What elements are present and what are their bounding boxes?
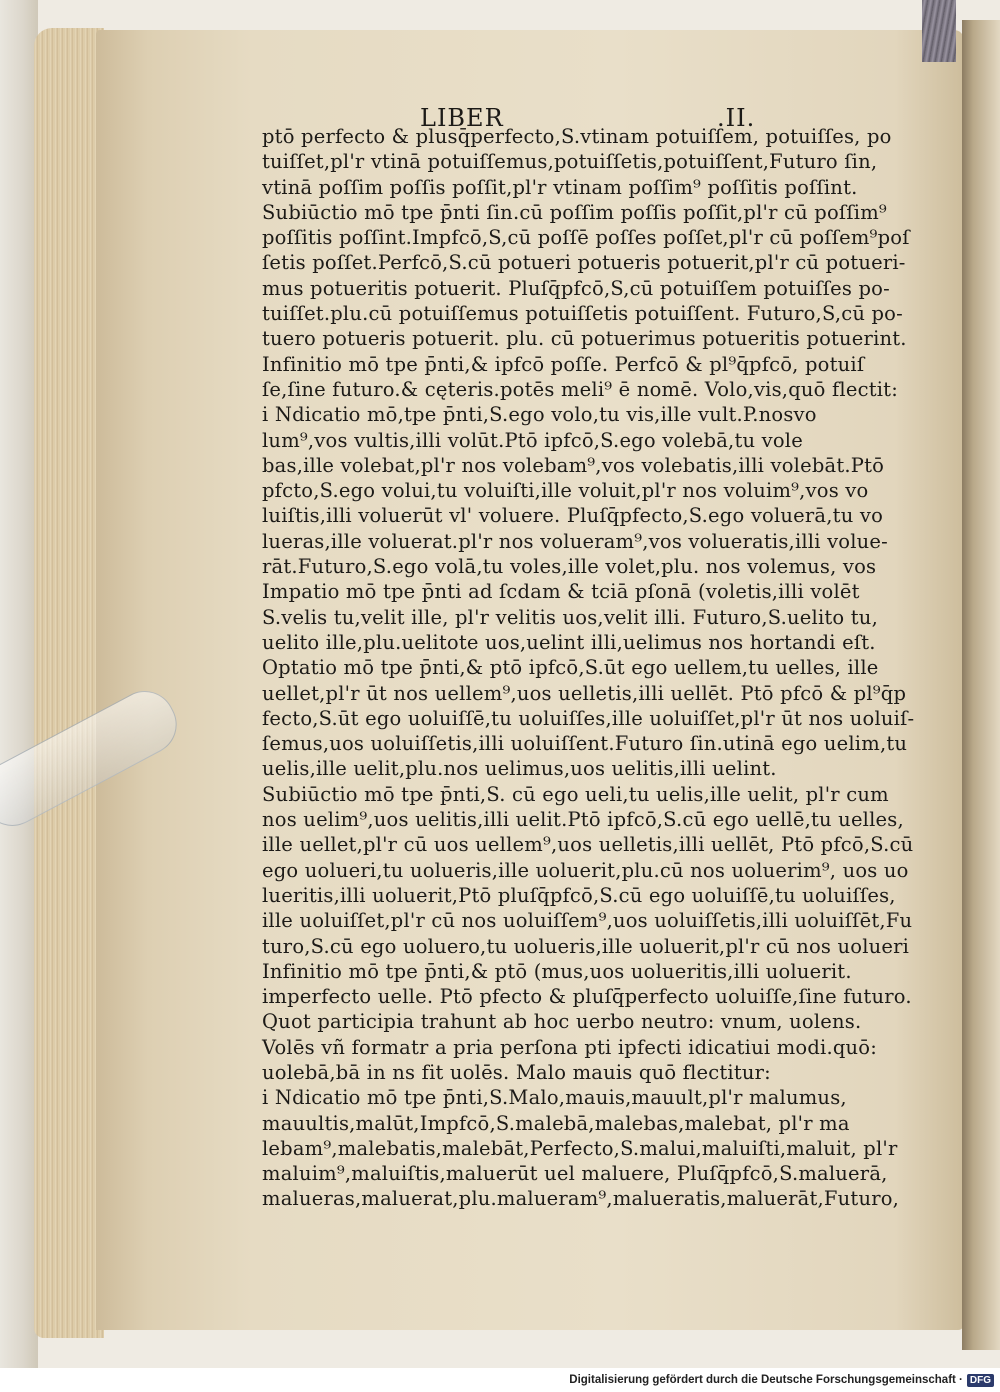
text-line: Infinitio mō tpe p̄nti,& ipfcō poſſe. Perfcō & pl⁹q̄pfcō, potuiſ bbox=[262, 352, 865, 376]
text-line: lum⁹,vos vultis,illi volūt.Ptō ipfcō,S.ego volebā,tu vole bbox=[262, 428, 803, 452]
page-stack-edge bbox=[34, 28, 104, 1338]
text-line: Quot participia trahunt ab hoc uerbo neutro: vnum, uolens. bbox=[262, 1010, 862, 1034]
text-line: nos uelim⁹,uos uelitis,illi uelit.Ptō ipfcō,S.cū ego uellē,tu uelles, bbox=[262, 808, 904, 832]
text-line: uelito ille,plu.uelitote uos,uelint illi,uelimus nos hortandi eſt. bbox=[262, 630, 876, 654]
text-line: rāt.Futuro,S.ego volā,tu voles,ille volet,plu. nos volemus, vos bbox=[262, 555, 877, 579]
text-line: Impatio mō tpe p̄nti ad ſcdam & tciā pſonā (voletis,illi volēt bbox=[262, 580, 860, 604]
footer-credit: Digitalisierung gefördert durch die Deutsche Forschungsgemeinschaft · bbox=[569, 1374, 963, 1386]
text-line: bas,ille volebat,pl'r nos volebam⁹,vos volebatis,illi volebāt.Ptō bbox=[262, 453, 885, 477]
text-line: tuero potueris potuerit. plu. cū potuerimus potueritis potuerint. bbox=[262, 327, 907, 351]
footer-bar bbox=[0, 1368, 1000, 1392]
text-line: turo,S.cū ego uoluero,tu uolueris,ille uoluerit,pl'r cū nos uolueri bbox=[262, 934, 910, 958]
text-line: vtinā poſſim poſſis poſſit,pl'r vtinam poſſim⁹ poſſitis poſſint. bbox=[262, 175, 858, 199]
header-liber: LIBER bbox=[420, 104, 504, 132]
text-lines bbox=[262, 124, 914, 1212]
text-line: uelis,ille uelit,plu.nos uelimus,uos uelitis,illi uelint. bbox=[262, 757, 777, 781]
text-line: poſſitis poſſint.Impfcō,S,cū poſſē poſſes poſſet,pl'r cū poſſem⁹poſ bbox=[262, 226, 910, 250]
text-line: malueras,maluerat,plu.malueram⁹,malueratis,maluerāt,Futuro, bbox=[262, 1187, 900, 1211]
text-line: tuiſſet,pl'r vtinā potuiſſemus,potuiſſetis,potuiſſent,Futuro ſin, bbox=[262, 150, 878, 174]
text-line: mauultis,malūt,Impfcō,S.malebā,malebas,malebat, pl'r ma bbox=[262, 1111, 850, 1135]
text-line: ptō perfecto & plusq̄perfecto,S.vtinam potuiſſem, potuiſſes, po bbox=[262, 125, 892, 148]
text-line: uellet,pl'r ūt nos uellem⁹,uos uelletis,illi uellēt. Ptō pfcō & pl⁹q̄p bbox=[262, 681, 907, 705]
text-line: uolebā,bā in ns fit uolēs. Malo mauis quō flectitur: bbox=[262, 1060, 771, 1084]
text-line: maluim⁹,maluiſtis,maluerūt uel maluere, Pluſq̄pfcō,S.maluerā, bbox=[262, 1162, 888, 1186]
bookmark-ribbon bbox=[922, 0, 956, 62]
text-line: ego uolueri,tu uolueris,ille uoluerit,plu.cū nos uoluerim⁹, uos uo bbox=[262, 858, 909, 882]
dfg-logo: DFG bbox=[967, 1374, 994, 1387]
book-gutter bbox=[962, 20, 1000, 1350]
text-line: lueras,ille voluerat.pl'r nos volueram⁹,vos volueratis,illi volue- bbox=[262, 529, 888, 553]
text-line: S.velis tu,velit ille, pl'r velitis uos,velit illi. Futuro,S.uelito tu, bbox=[262, 605, 878, 629]
text-line: ille uoluiſſet,pl'r cū nos uoluiſſem⁹,uos uoluiſſetis,illi uoluiſſēt,Fu bbox=[262, 909, 913, 933]
text-line: Volēs vñ formatr a pria perſona pti ipfecti idicatiui modi.quō: bbox=[262, 1035, 878, 1059]
text-line: Optatio mō tpe p̄nti,& ptō ipfcō,S.ūt ego uellem,tu uelles, ille bbox=[262, 656, 879, 680]
text-line: fecto,S.ūt ego uoluiſſē,tu uoluiſſes,ille uoluiſſet,pl'r ūt nos uoluiſ- bbox=[262, 706, 915, 730]
text-line: i Ndicatio mō tpe p̄nti,S.Malo,mauis,mauult,pl'r malumus, bbox=[262, 1086, 847, 1110]
header-book-number: .II. bbox=[717, 104, 756, 132]
text-line: Subiūctio mō tpe p̄nti,S. cū ego ueli,tu uelis,ille uelit, pl'r cum bbox=[262, 782, 889, 806]
text-line: lueritis,illi uoluerit,Ptō pluſq̄pfcō,S.cū ego uoluiſſē,tu uoluiſſes, bbox=[262, 883, 896, 907]
text-line: tuiſſet.plu.cū potuiſſemus potuiſſetis potuiſſent. Futuro,S,cū po- bbox=[262, 302, 903, 326]
text-line: ſetis poſſet.Perfcō,S.cū potueri potueris potuerit,pl'r cū potueri- bbox=[262, 251, 906, 275]
text-line: ille uellet,pl'r cū uos uellem⁹,uos uelletis,illi uellēt, Ptō pfcō,S.cū bbox=[262, 833, 914, 857]
text-line: luiſtis,illi voluerūt vl' voluere. Pluſq̄pfecto,S.ego voluerā,tu vo bbox=[262, 504, 884, 528]
text-line: lebam⁹,malebatis,malebāt,Perfecto,S.malui,maluiſti,maluit, pl'r bbox=[262, 1136, 898, 1160]
text-line: Infinitio mō tpe p̄nti,& ptō (mus,uos uolueritis,illi uoluerit. bbox=[262, 959, 852, 983]
text-line: pfcto,S.ego volui,tu voluiſti,ille voluit,pl'r nos voluim⁹,vos vo bbox=[262, 479, 869, 503]
book-cover-edge bbox=[0, 0, 38, 1368]
text-line: ſe,ſine futuro.& cęteris.potēs meli⁹ ē nomē. Volo,vis,quō flectit: bbox=[262, 377, 898, 401]
text-line: imperfecto uelle. Ptō pfecto & pluſq̄perfecto uoluiſſe,ſine futuro. bbox=[262, 985, 912, 1009]
text-line: mus potueritis potuerit. Pluſq̄pfcō,S,cū potuiſſem potuiſſes po- bbox=[262, 276, 890, 300]
text-line: Subiūctio mō tpe p̄nti ſin.cū poſſim poſſis poſſit,pl'r cū poſſim⁹ bbox=[262, 200, 887, 224]
text-line: i Ndicatio mō,tpe p̄nti,S.ego volo,tu vis,ille vult.P.nosvo bbox=[262, 403, 817, 427]
text-line: ſemus,uos uoluiſſetis,illi uoluiſſent.Futuro ſin.utinā ego uelim,tu bbox=[262, 732, 908, 756]
